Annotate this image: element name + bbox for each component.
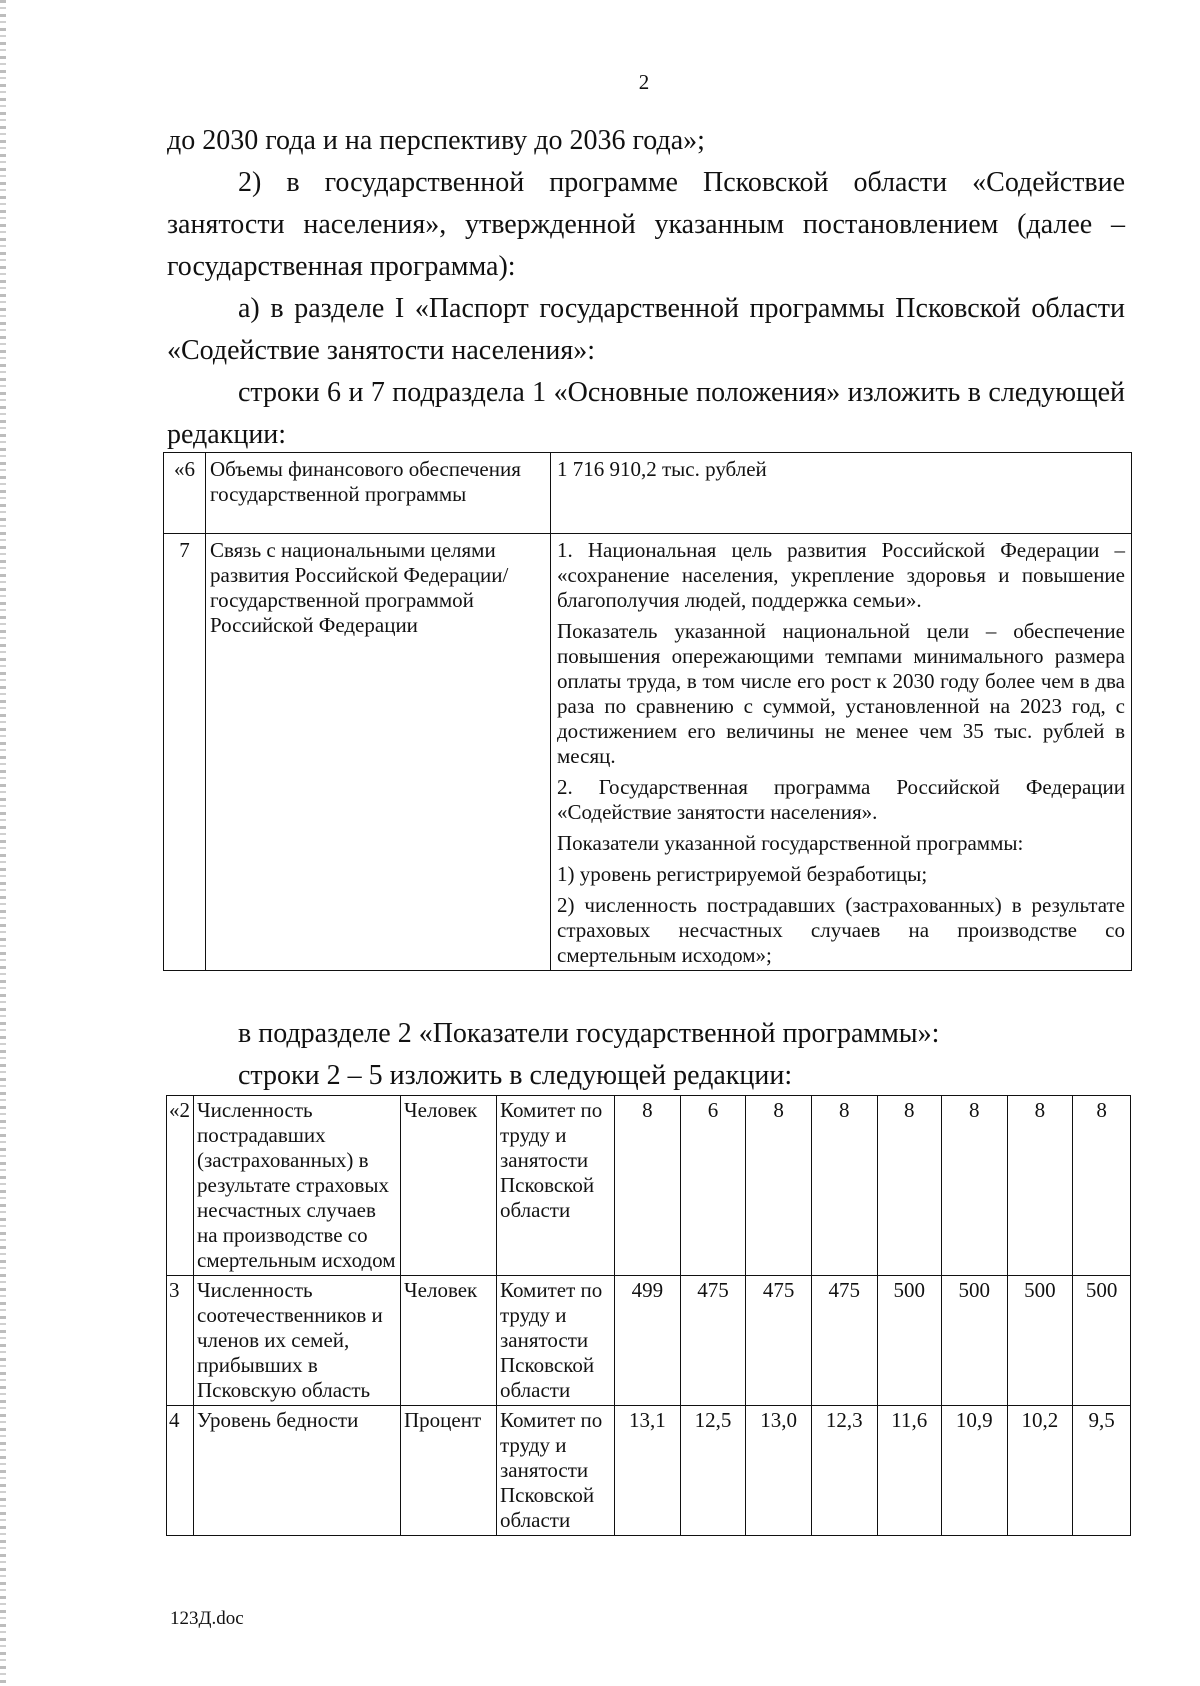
indicator-value: 8: [877, 1096, 941, 1276]
indicator-unit: Процент: [401, 1406, 497, 1536]
indicator-unit: Человек: [401, 1276, 497, 1406]
indicator-value: 500: [941, 1276, 1007, 1406]
page-number: 2: [638, 70, 650, 94]
table-row: [167, 1406, 1131, 1536]
indicator-value: 500: [1073, 1276, 1131, 1406]
row-label: Объемы финансового обеспечения государственной программы: [206, 453, 551, 534]
value-paragraph: Показатель указанной национальной цели – обеспечение повышения опережающими темпами минимального размера оплаты труда, в том числе его рост к 2030 году более чем в два раза по сравнению с суммой, установленной на 2023 год, с достижением его величины не менее чем 35 тыс. рублей в месяц.: [557, 619, 1125, 768]
indicator-value: 12,3: [811, 1406, 877, 1536]
value-paragraph: 2) численность пострадавших (застрахованных) в результате страховых несчастных случаев на производстве со смертельным исходом»;: [557, 893, 1125, 967]
indicator-value: 8: [1073, 1096, 1131, 1276]
indicator-value: 11,6: [877, 1406, 941, 1536]
indicators-table: [166, 1095, 1131, 1536]
passport-table: [163, 452, 1132, 971]
row-value: [551, 534, 1132, 971]
subsection-text: [167, 1013, 1125, 1097]
paragraph-5: в подразделе 2 «Показатели государственной программы»:: [238, 1018, 940, 1049]
indicator-value: 475: [746, 1276, 812, 1406]
indicator-value: 8: [1007, 1096, 1073, 1276]
table-row: [164, 534, 1132, 971]
indicator-value: 500: [1007, 1276, 1073, 1406]
row-number: 3: [167, 1276, 194, 1406]
value-paragraph: 2. Государственная программа Российской Федерации «Содействие занятости населения».: [557, 775, 1125, 824]
table-row: [167, 1096, 1131, 1276]
indicator-name: Численность соотечественников и членов их семей, прибывших в Псковскую область: [194, 1276, 401, 1406]
indicator-name: Численность пострадавших (застрахованных) в результате страховых несчастных случаев на производстве со смертельным исходом: [194, 1096, 401, 1276]
paragraph-4: строки 6 и 7 подраздела 1 «Основные положения» изложить в следующей редакции:: [167, 377, 1125, 450]
file-name-footer: 123Д.doc: [170, 1608, 244, 1629]
row-number: 4: [167, 1406, 194, 1536]
indicator-value: 499: [615, 1276, 681, 1406]
indicator-value: 13,1: [615, 1406, 681, 1536]
scan-edge-artifact: [0, 0, 6, 1686]
indicator-value: 8: [746, 1096, 812, 1276]
table-row: [164, 453, 1132, 534]
value-paragraph: 1) уровень регистрируемой безработицы;: [557, 862, 928, 886]
value-paragraph: 1. Национальная цель развития Российской Федерации – «сохранение населения, укрепление здоровья и повышение благополучия людей, поддержка семьи».: [557, 538, 1125, 612]
indicator-org: Комитет по труду и занятости Псковской области: [497, 1096, 615, 1276]
indicator-value: 500: [877, 1276, 941, 1406]
value-paragraph: Показатели указанной государственной программы:: [557, 831, 1024, 855]
indicator-value: 13,0: [746, 1406, 812, 1536]
indicator-value: 475: [811, 1276, 877, 1406]
indicator-name: Уровень бедности: [194, 1406, 401, 1536]
paragraph-2: 2) в государственной программе Псковской области «Содействие занятости населения», утвержденной указанным постановлением (далее – государственная программа):: [167, 167, 1125, 282]
indicator-value: 6: [680, 1096, 746, 1276]
paragraph-1: до 2030 года и на перспективу до 2036 года»;: [167, 125, 705, 156]
indicator-value: 9,5: [1073, 1406, 1131, 1536]
row-number: 7: [164, 534, 206, 971]
paragraph-3: а) в разделе I «Паспорт государственной программы Псковской области «Содействие занятости населения»:: [167, 293, 1125, 366]
indicator-value: 10,9: [941, 1406, 1007, 1536]
indicator-value: 12,5: [680, 1406, 746, 1536]
indicator-value: 10,2: [1007, 1406, 1073, 1536]
indicator-value: 8: [811, 1096, 877, 1276]
indicator-org: Комитет по труду и занятости Псковской области: [497, 1406, 615, 1536]
indicator-value: 475: [680, 1276, 746, 1406]
table-row: [167, 1276, 1131, 1406]
paragraph-6: строки 2 – 5 изложить в следующей редакции:: [238, 1060, 793, 1091]
indicator-unit: Человек: [401, 1096, 497, 1276]
indicator-value: 8: [941, 1096, 1007, 1276]
row-number: «6: [164, 453, 206, 534]
indicator-org: Комитет по труду и занятости Псковской области: [497, 1276, 615, 1406]
row-label: Связь с национальными целями развития Российской Федерации/государственной программой Российской Федерации: [206, 534, 551, 971]
row-number: «2: [167, 1096, 194, 1276]
value-paragraph: 1 716 910,2 тыс. рублей: [557, 457, 767, 481]
intro-text: [167, 120, 1125, 456]
indicator-value: 8: [615, 1096, 681, 1276]
row-value: [551, 453, 1132, 534]
